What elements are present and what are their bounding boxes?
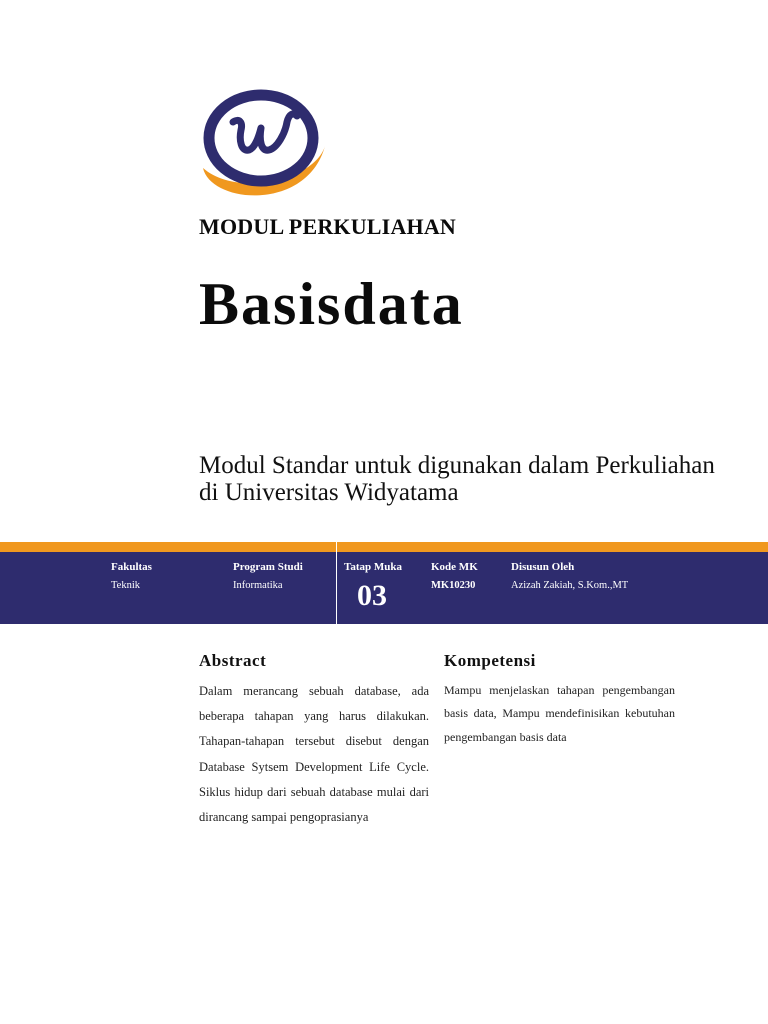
- program-studi-label: Program Studi: [233, 561, 303, 573]
- fakultas-value: Teknik: [111, 580, 141, 591]
- disusun-oleh-label: Disusun Oleh: [511, 561, 575, 573]
- program-studi-column: [233, 560, 303, 593]
- tatap-muka-value: 03: [357, 579, 387, 612]
- kode-mk-value: MK10230: [431, 580, 476, 591]
- accent-stripe: [0, 542, 768, 552]
- tatap-muka-label: Tatap Muka: [344, 561, 402, 573]
- program-studi-value: Informatika: [233, 580, 283, 591]
- kode-mk-label: Kode MK: [431, 561, 478, 573]
- widyatama-logo: [197, 88, 329, 208]
- abstract-heading: Abstract: [199, 651, 267, 670]
- document-title: Basisdata: [199, 271, 464, 337]
- fakultas-column: [111, 560, 152, 593]
- tatap-muka-column: [344, 560, 402, 612]
- disusun-oleh-value: Azizah Zakiah, S.Kom.,MT: [511, 580, 629, 591]
- kompetensi-heading: Kompetensi: [444, 651, 536, 670]
- fakultas-label: Fakultas: [111, 561, 152, 573]
- info-band-divider: [336, 540, 337, 624]
- document-subtitle: Modul Standar untuk digunakan dalam Perkuliahan di Universitas Widyatama: [199, 452, 715, 506]
- abstract-body: Dalam merancang sebuah database, ada beberapa tahapan yang harus dilakukan. Tahapan-tahapan tersebut disebut dengan Database Sytsem Development Life Cycle. Siklus hidup dari sebuah database mulai dari dirancang sampai pengoprasianya: [199, 684, 429, 825]
- module-label: MODUL PERKULIAHAN: [199, 214, 457, 239]
- kompetensi-body: Mampu menjelaskan tahapan pengembangan basis data, Mampu mendefinisikan kebutuhan pengembangan basis data: [444, 683, 675, 744]
- disusun-oleh-column: [511, 560, 628, 593]
- kode-mk-column: [431, 560, 478, 593]
